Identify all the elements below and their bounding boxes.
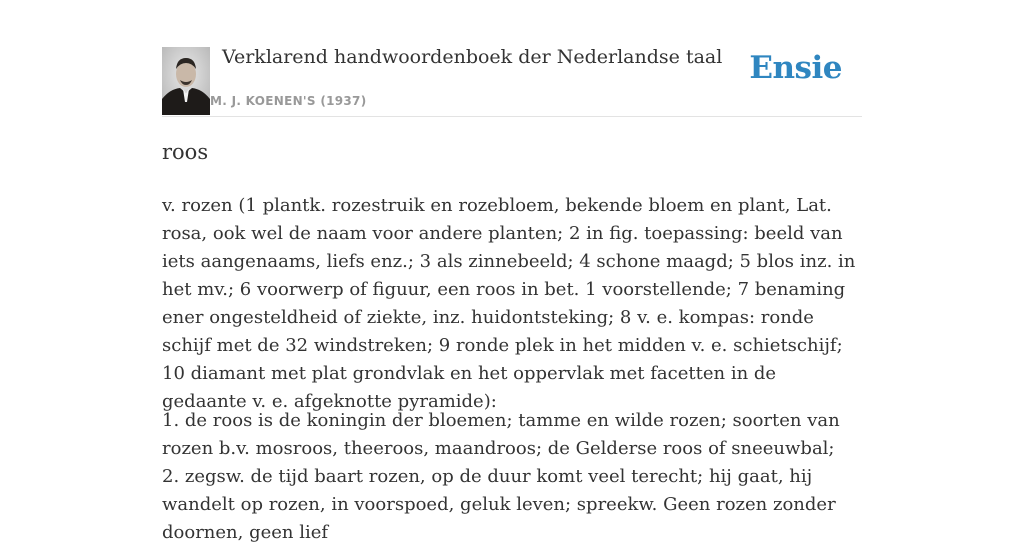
author-portrait-icon <box>162 47 210 115</box>
example-line: 1. de roos is de koningin der bloemen; tamme en wilde rozen; soorten van rozen b.v. mosroos, theeroos, maandroos; de Gelderse roos of sneeuwbal; <box>162 410 840 459</box>
ensie-logo-link[interactable]: Ensie <box>749 50 842 86</box>
header <box>162 44 862 117</box>
author-portrait-graphic <box>162 47 210 115</box>
example-line: 2. zegsw. de tijd baart rozen, op de duur komt veel terecht; hij gaat, hij wandelt op rozen, in voorspoed, geluk leven; spreekw. Geen rozen zonder doornen, geen lief <box>162 466 836 543</box>
book-source: M. J. KOENEN'S (1937) <box>210 94 367 108</box>
book-title: Verklarend handwoordenboek der Nederlandse taal <box>222 46 723 68</box>
entry-examples <box>162 407 862 547</box>
entry-definition: v. rozen (1 plantk. rozestruik en rozebloem, bekende bloem en plant, Lat. rosa, ook wel de naam voor andere planten; 2 in fig. toepassing: beeld van iets aangenaams, liefs enz.; 3 als zinnebeeld; 4 schone maagd; 5 blos inz. in het mv.; 6 voorwerp of figuur, een roos in bet. 1 voorstellende; 7 benaming ener ongesteldheid of ziekte, inz. huidontsteking; 8 v. e. kompas: ronde schijf met de 32 windstreken; 9 ronde plek in het midden v. e. schietschijf; 10 diamant met plat grondvlak en het oppervlak met facetten in de gedaante v. e. afgeknotte pyramide): <box>162 195 856 412</box>
entry-headword: roos <box>162 140 209 164</box>
